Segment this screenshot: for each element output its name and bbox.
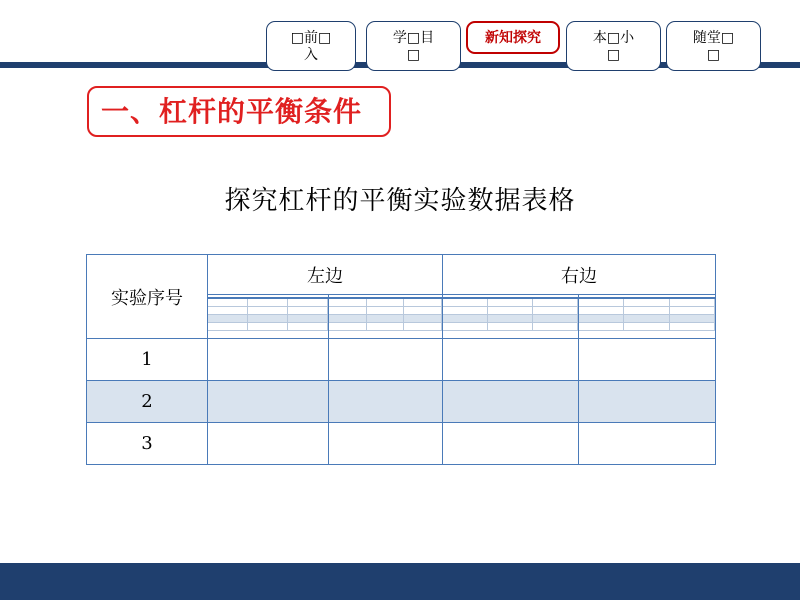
nav-button-lesson-summary[interactable] — [566, 21, 661, 71]
data-cell — [329, 423, 443, 465]
nav-label: □前□ 入 — [290, 30, 332, 63]
seq-cell: 3 — [87, 423, 208, 465]
data-cell — [443, 339, 579, 381]
thumbnail-table — [443, 297, 578, 331]
thumbnail-table — [329, 297, 442, 331]
subheader-cell — [443, 295, 579, 339]
table-row — [87, 339, 716, 381]
subheader-cell — [208, 295, 329, 339]
data-cell — [579, 339, 716, 381]
left-header: 左边 — [208, 255, 443, 295]
subheader-cell — [579, 295, 716, 339]
data-cell — [443, 381, 579, 423]
seq-header: 实验序号 — [87, 255, 208, 339]
data-cell — [329, 339, 443, 381]
table-row — [87, 423, 716, 465]
data-cell — [443, 423, 579, 465]
table-caption: 探究杠杆的平衡实验数据表格 — [224, 186, 576, 216]
data-cell — [579, 381, 716, 423]
nav-button-preview-intro[interactable] — [266, 21, 356, 71]
data-cell — [579, 423, 716, 465]
nav-label: 学□目 □ — [392, 30, 435, 63]
seq-cell: 2 — [87, 381, 208, 423]
data-cell — [208, 381, 329, 423]
right-header: 右边 — [443, 255, 716, 295]
data-cell — [208, 339, 329, 381]
data-cell — [208, 423, 329, 465]
table-row — [87, 381, 716, 423]
subheader-cell — [329, 295, 443, 339]
seq-cell: 1 — [87, 339, 208, 381]
data-cell — [329, 381, 443, 423]
nav-label: 新知探究 — [485, 30, 541, 46]
nav-button-learning-goals[interactable] — [366, 21, 461, 71]
thumbnail-table — [579, 297, 715, 331]
nav-label: 本□小 □ — [592, 30, 635, 63]
nav-label: 随堂□ □ — [692, 30, 735, 63]
nav-button-class-practice[interactable] — [666, 21, 761, 71]
bottom-bar — [0, 563, 800, 600]
section-title: 一、杠杆的平衡条件 — [87, 86, 391, 137]
nav-button-new-knowledge[interactable] — [466, 21, 560, 54]
thumbnail-table — [208, 297, 328, 331]
experiment-data-table — [86, 254, 716, 465]
